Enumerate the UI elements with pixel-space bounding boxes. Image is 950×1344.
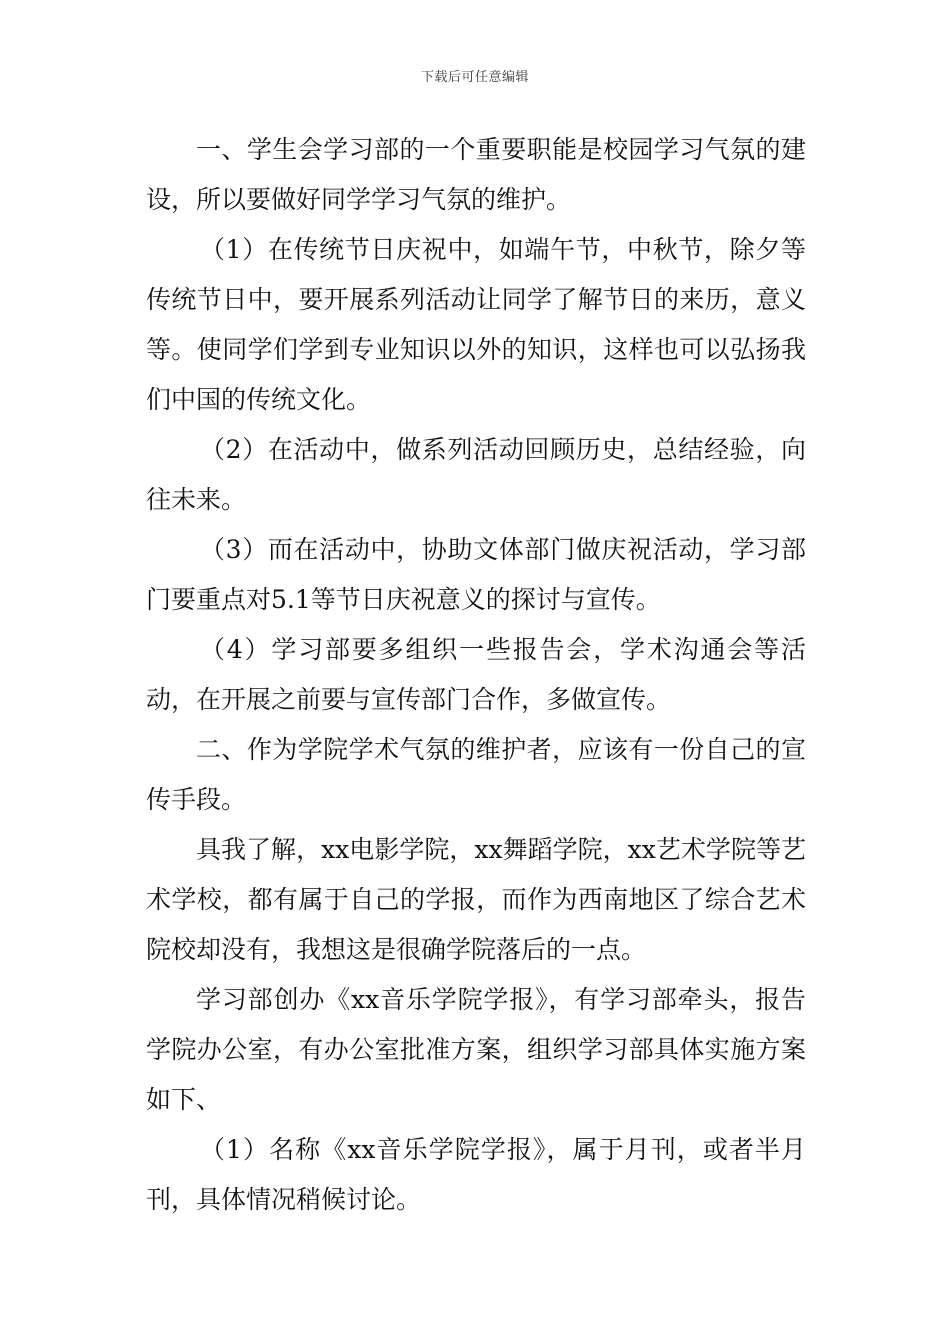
paragraph-item-1-3: （3）而在活动中，协助文体部门做庆祝活动，学习部门要重点对5.1等节日庆祝意义的探讨与宣传。 <box>146 535 806 614</box>
document-body <box>146 125 806 1225</box>
paragraph-body-2: 学习部创办《xx音乐学院学报》，有学习部牵头，报告学院办公室，有办公室批准方案，组织学习部具体实施方案如下、 <box>146 985 806 1114</box>
page-header: 下载后可任意编辑 <box>420 70 529 85</box>
paragraph-section-1: 一、学生会学习部的一个重要职能是校园学习气氛的建设，所以要做好同学学习气氛的维护。 <box>146 135 806 214</box>
paragraph-item-1-1: （1）在传统节日庆祝中，如端午节，中秋节，除夕等传统节日中，要开展系列活动让同学了解节日的来历，意义等。使同学们学到专业知识以外的知识，这样也可以弘扬我们中国的传统文化。 <box>146 235 806 414</box>
paragraph-body-1: 具我了解，xx电影学院，xx舞蹈学院，xx艺术学院等艺术学校，都有属于自己的学报，而作为西南地区了综合艺术院校却没有，我想这是很确学院落后的一点。 <box>146 835 806 964</box>
paragraph-item-2-1: （1）名称《xx音乐学院学报》，属于月刊，或者半月刊，具体情况稍候讨论。 <box>146 1135 806 1214</box>
paragraph-item-1-2: （2）在活动中，做系列活动回顾历史，总结经验，向往未来。 <box>146 435 806 514</box>
paragraph-item-1-4: （4）学习部要多组织一些报告会，学术沟通会等活动，在开展之前要与宣传部门合作，多做宣传。 <box>146 635 806 714</box>
paragraph-section-2: 二、作为学院学术气氛的维护者，应该有一份自己的宣传手段。 <box>146 735 806 814</box>
